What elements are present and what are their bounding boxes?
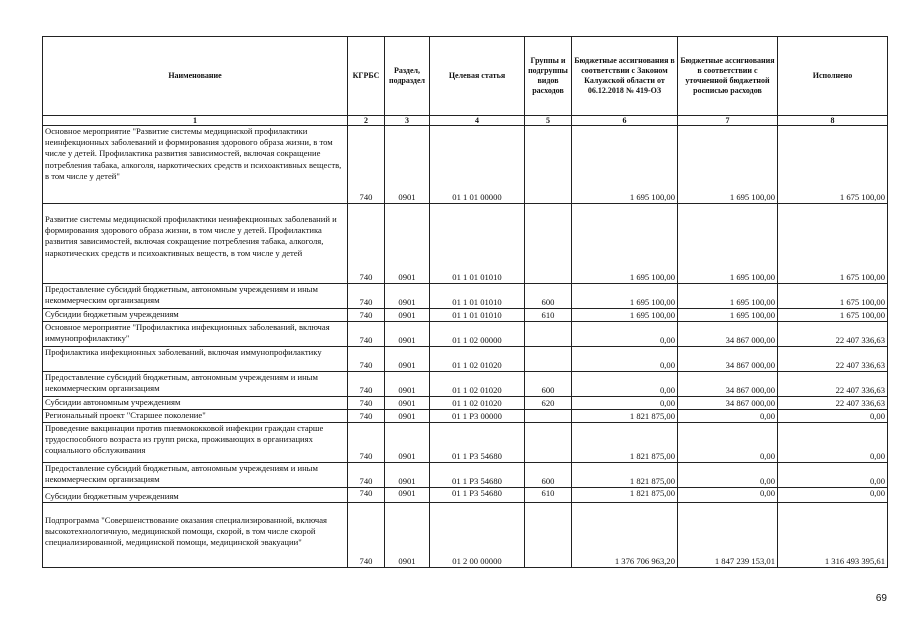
row-section: 0901 bbox=[385, 488, 430, 503]
row-name: Региональный проект "Старшее поколение" bbox=[43, 410, 348, 423]
header-row bbox=[43, 37, 888, 116]
row-section: 0901 bbox=[385, 284, 430, 309]
row-executed: 1 316 493 395,61 bbox=[778, 503, 888, 568]
row-name: Профилактика инфекционных заболеваний, включая иммунопрофилактику bbox=[43, 347, 348, 372]
header-budget: Бюджетные ассигнования в соответствии с Законом Калужской области от 06.12.2018 № 419-ОЗ bbox=[572, 37, 678, 116]
row-executed: 22 407 336,63 bbox=[778, 397, 888, 410]
header-kgrbs: КГРБС bbox=[348, 37, 385, 116]
table-row bbox=[43, 322, 888, 347]
row-section: 0901 bbox=[385, 397, 430, 410]
row-group: 610 bbox=[525, 488, 572, 503]
row-kgrbs: 740 bbox=[348, 503, 385, 568]
row-executed: 0,00 bbox=[778, 488, 888, 503]
header-section: Раздел, подраздел bbox=[385, 37, 430, 116]
table-row bbox=[43, 503, 888, 568]
row-executed: 22 407 336,63 bbox=[778, 372, 888, 397]
row-budget: 0,00 bbox=[572, 397, 678, 410]
header-name: Наименование bbox=[43, 37, 348, 116]
row-kgrbs: 740 bbox=[348, 347, 385, 372]
table-row bbox=[43, 488, 888, 503]
column-number: 5 bbox=[525, 116, 572, 126]
row-executed: 0,00 bbox=[778, 463, 888, 488]
row-name: Субсидии бюджетным учреждениям bbox=[43, 488, 348, 503]
row-group bbox=[525, 423, 572, 463]
row-group: 600 bbox=[525, 372, 572, 397]
row-budget: 1 821 875,00 bbox=[572, 423, 678, 463]
row-section: 0901 bbox=[385, 423, 430, 463]
table-row bbox=[43, 397, 888, 410]
row-kgrbs: 740 bbox=[348, 322, 385, 347]
row-name: Предоставление субсидий бюджетным, автономным учреждениям и иным некоммерческим организациям bbox=[43, 372, 348, 397]
row-refined: 34 867 000,00 bbox=[678, 322, 778, 347]
row-target: 01 1 P3 54680 bbox=[430, 423, 525, 463]
row-target: 01 1 02 01020 bbox=[430, 372, 525, 397]
column-number: 4 bbox=[430, 116, 525, 126]
row-target: 01 1 02 00000 bbox=[430, 322, 525, 347]
row-executed: 22 407 336,63 bbox=[778, 322, 888, 347]
table-row bbox=[43, 347, 888, 372]
row-budget: 0,00 bbox=[572, 347, 678, 372]
row-kgrbs: 740 bbox=[348, 488, 385, 503]
row-refined: 1 695 100,00 bbox=[678, 126, 778, 204]
row-refined: 34 867 000,00 bbox=[678, 372, 778, 397]
table-row bbox=[43, 309, 888, 322]
column-number: 2 bbox=[348, 116, 385, 126]
row-section: 0901 bbox=[385, 309, 430, 322]
row-refined: 1 695 100,00 bbox=[678, 204, 778, 284]
column-number: 8 bbox=[778, 116, 888, 126]
budget-table bbox=[42, 36, 888, 568]
row-kgrbs: 740 bbox=[348, 463, 385, 488]
row-refined: 0,00 bbox=[678, 463, 778, 488]
row-group bbox=[525, 503, 572, 568]
column-number: 1 bbox=[43, 116, 348, 126]
row-name: Субсидии бюджетным учреждениям bbox=[43, 309, 348, 322]
row-budget: 1 695 100,00 bbox=[572, 126, 678, 204]
row-name: Основное мероприятие "Профилактика инфекционных заболеваний, включая иммунопрофилактику" bbox=[43, 322, 348, 347]
row-executed: 1 675 100,00 bbox=[778, 204, 888, 284]
row-budget: 1 695 100,00 bbox=[572, 284, 678, 309]
row-refined: 1 847 239 153,01 bbox=[678, 503, 778, 568]
row-target: 01 1 01 01010 bbox=[430, 309, 525, 322]
row-kgrbs: 740 bbox=[348, 397, 385, 410]
row-kgrbs: 740 bbox=[348, 309, 385, 322]
row-refined: 0,00 bbox=[678, 423, 778, 463]
row-budget: 1 376 706 963,20 bbox=[572, 503, 678, 568]
row-section: 0901 bbox=[385, 322, 430, 347]
row-target: 01 1 02 01020 bbox=[430, 347, 525, 372]
header-executed: Исполнено bbox=[778, 37, 888, 116]
table-row bbox=[43, 204, 888, 284]
column-number: 3 bbox=[385, 116, 430, 126]
column-number: 7 bbox=[678, 116, 778, 126]
header-group: Группы и подгруппы видов расходов bbox=[525, 37, 572, 116]
table-row bbox=[43, 126, 888, 204]
row-executed: 1 675 100,00 bbox=[778, 126, 888, 204]
row-kgrbs: 740 bbox=[348, 126, 385, 204]
row-budget: 0,00 bbox=[572, 322, 678, 347]
row-section: 0901 bbox=[385, 126, 430, 204]
row-target: 01 1 P3 00000 bbox=[430, 410, 525, 423]
row-refined: 0,00 bbox=[678, 488, 778, 503]
page-number: 69 bbox=[875, 593, 887, 604]
row-section: 0901 bbox=[385, 463, 430, 488]
row-name: Основное мероприятие "Развитие системы медицинской профилактики неинфекционных заболеваний и формирования здорового образа жизни, в том числе у детей. Профилактика развития зависимостей, включая сокращение потребления табака, алкоголя, наркотических средств и психоактивных веществ, в том числе у детей" bbox=[43, 126, 348, 204]
header-refined: Бюджетные ассигнования в соответствии с уточненной бюджетной росписью расходов bbox=[678, 37, 778, 116]
row-group bbox=[525, 126, 572, 204]
row-refined: 1 695 100,00 bbox=[678, 284, 778, 309]
row-target: 01 1 01 01010 bbox=[430, 284, 525, 309]
row-target: 01 1 P3 54680 bbox=[430, 488, 525, 503]
row-kgrbs: 740 bbox=[348, 410, 385, 423]
row-target: 01 1 01 01010 bbox=[430, 204, 525, 284]
row-refined: 34 867 000,00 bbox=[678, 347, 778, 372]
row-group bbox=[525, 410, 572, 423]
row-target: 01 1 P3 54680 bbox=[430, 463, 525, 488]
row-section: 0901 bbox=[385, 347, 430, 372]
row-budget: 1 821 875,00 bbox=[572, 488, 678, 503]
row-name: Развитие системы медицинской профилактики неинфекционных заболеваний и формирования здорового образа жизни, в том числе у детей. Профилактика развития зависимостей, включая сокращение потребления табака, алкоголя, наркотических средств и психоактивных веществ, в том числе у детей bbox=[43, 204, 348, 284]
row-target: 01 1 01 00000 bbox=[430, 126, 525, 204]
row-executed: 0,00 bbox=[778, 410, 888, 423]
row-name: Предоставление субсидий бюджетным, автономным учреждениям и иным некоммерческим организациям bbox=[43, 463, 348, 488]
row-refined: 0,00 bbox=[678, 410, 778, 423]
row-budget: 1 695 100,00 bbox=[572, 204, 678, 284]
row-group bbox=[525, 204, 572, 284]
row-budget: 1 695 100,00 bbox=[572, 309, 678, 322]
column-numbers-row bbox=[43, 116, 888, 126]
row-target: 01 1 02 01020 bbox=[430, 397, 525, 410]
row-name: Подпрограмма "Совершенствование оказания специализированной, включая высокотехнологичную, медицинской помощи, скорой, в том числе скорой специализированной, медицинской помощи, медицинской эвакуации" bbox=[43, 503, 348, 568]
row-executed: 1 675 100,00 bbox=[778, 284, 888, 309]
row-group: 600 bbox=[525, 463, 572, 488]
row-executed: 1 675 100,00 bbox=[778, 309, 888, 322]
row-group: 610 bbox=[525, 309, 572, 322]
row-refined: 1 695 100,00 bbox=[678, 309, 778, 322]
row-group bbox=[525, 322, 572, 347]
row-refined: 34 867 000,00 bbox=[678, 397, 778, 410]
row-budget: 1 821 875,00 bbox=[572, 410, 678, 423]
row-name: Предоставление субсидий бюджетным, автономным учреждениям и иным некоммерческим организациям bbox=[43, 284, 348, 309]
row-section: 0901 bbox=[385, 204, 430, 284]
table-row bbox=[43, 410, 888, 423]
row-budget: 1 821 875,00 bbox=[572, 463, 678, 488]
row-executed: 0,00 bbox=[778, 423, 888, 463]
row-group bbox=[525, 347, 572, 372]
row-section: 0901 bbox=[385, 410, 430, 423]
row-name: Субсидии автономным учреждениям bbox=[43, 397, 348, 410]
row-kgrbs: 740 bbox=[348, 423, 385, 463]
row-kgrbs: 740 bbox=[348, 204, 385, 284]
row-kgrbs: 740 bbox=[348, 372, 385, 397]
row-target: 01 2 00 00000 bbox=[430, 503, 525, 568]
table-row bbox=[43, 372, 888, 397]
header-target: Целевая статья bbox=[430, 37, 525, 116]
column-number: 6 bbox=[572, 116, 678, 126]
row-section: 0901 bbox=[385, 503, 430, 568]
row-name: Проведение вакцинации против пневмококковой инфекции граждан старше трудоспособного возраста из групп риска, проживающих в организациях социального обслуживания bbox=[43, 423, 348, 463]
row-executed: 22 407 336,63 bbox=[778, 347, 888, 372]
row-budget: 0,00 bbox=[572, 372, 678, 397]
row-section: 0901 bbox=[385, 372, 430, 397]
row-group: 620 bbox=[525, 397, 572, 410]
table-row bbox=[43, 463, 888, 488]
table-row bbox=[43, 284, 888, 309]
table-row bbox=[43, 423, 888, 463]
row-kgrbs: 740 bbox=[348, 284, 385, 309]
row-group: 600 bbox=[525, 284, 572, 309]
